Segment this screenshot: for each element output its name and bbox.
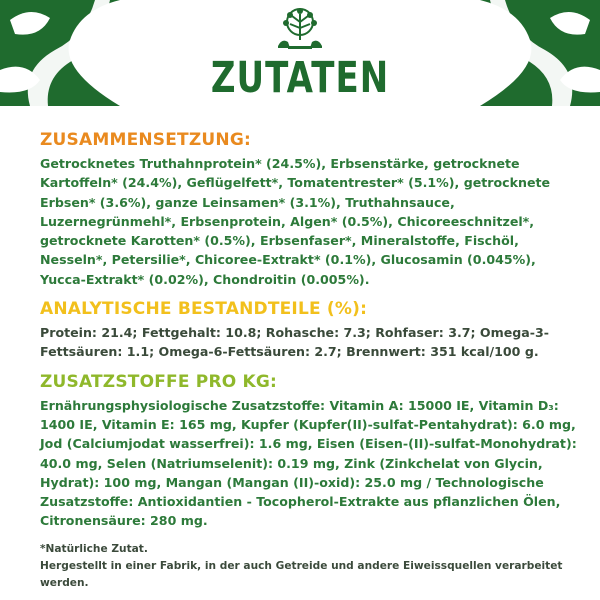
footnote-natural: *Natürliche Zutat. xyxy=(40,542,148,555)
tree-with-animals-icon xyxy=(268,6,332,56)
ingredients-content xyxy=(40,130,580,592)
page-title: ZUTATEN xyxy=(210,53,390,103)
footnote-factory: Hergestellt in einer Fabrik, in der auch Getreide und andere Eiweissquellen verarbeitet werden. xyxy=(40,559,563,589)
heading-zusammensetzung: ZUSAMMENSETZUNG: xyxy=(40,130,251,150)
text-analytische-bestandteile: Protein: 21.4; Fettgehalt: 10.8; Rohasche: 7.3; Rohfaser: 3.7; Omega-3-Fettsäuren: 1.1; Omega-6-Fettsäuren: 2.7; Brennwert: 351 kcal/100 g. xyxy=(40,325,550,360)
text-zusatzstoffe: Ernährungsphysiologische Zusatzstoffe: Vitamin A: 15000 IE, Vitamin D₃: 1400 IE, Vitamin E: 165 mg, Kupfer (Kupfer(II)-sulfat-Pentahydrat): 6.0 mg, Jod (Calciumjodat wasserfrei): 1.6 mg, Eisen (Eisen-(II)-sulfat-Monohydrat): 40.0 mg, Selen (Natriumselenit): 0.19 mg, Zink (Zinkchelat von Glycin, Hydrat): 100 mg, Mangan (Mangan (II)-oxid): 25.0 mg / Technologische Zusatzstoffe: Antioxidantien - Tocopherol-Extrakte aus pflanzlichen Ölen, Citronensäure: 280 mg. xyxy=(40,397,577,529)
section-zusatzstoffe xyxy=(40,372,580,531)
section-zusammensetzung xyxy=(40,130,580,289)
text-zusammensetzung: Getrocknetes Truthahnprotein* (24.5%), Erbsenstärke, getrocknete Kartoffeln* (24.4%), Geflügelfett*, Tomatentrester* (5.1%), getrocknete Erbsen* (3.6%), ganze Leinsamen* (3.1%), Truthahnsauce, Luzernegrünmehl*, Erbsenprotein, Algen* (0.5%), Chicoreeschnitzel*, getrocknete Karotten* (0.5%), Erbsenfaser*, Mineralstoffe, Fischöl, Nesseln*, Petersilie*, Chicoree-Extrakt* (0.1%), Glucosamin (0.045%), Yucca-Extrakt* (0.02%), Chondroitin (0.005%). xyxy=(40,156,551,287)
section-analytische-bestandteile xyxy=(40,299,580,362)
heading-zusatzstoffe: ZUSATZSTOFFE PRO KG: xyxy=(40,371,278,392)
heading-analytische-bestandteile: ANALYTISCHE BESTANDTEILE (%): xyxy=(40,299,368,320)
header-banner xyxy=(0,0,600,106)
